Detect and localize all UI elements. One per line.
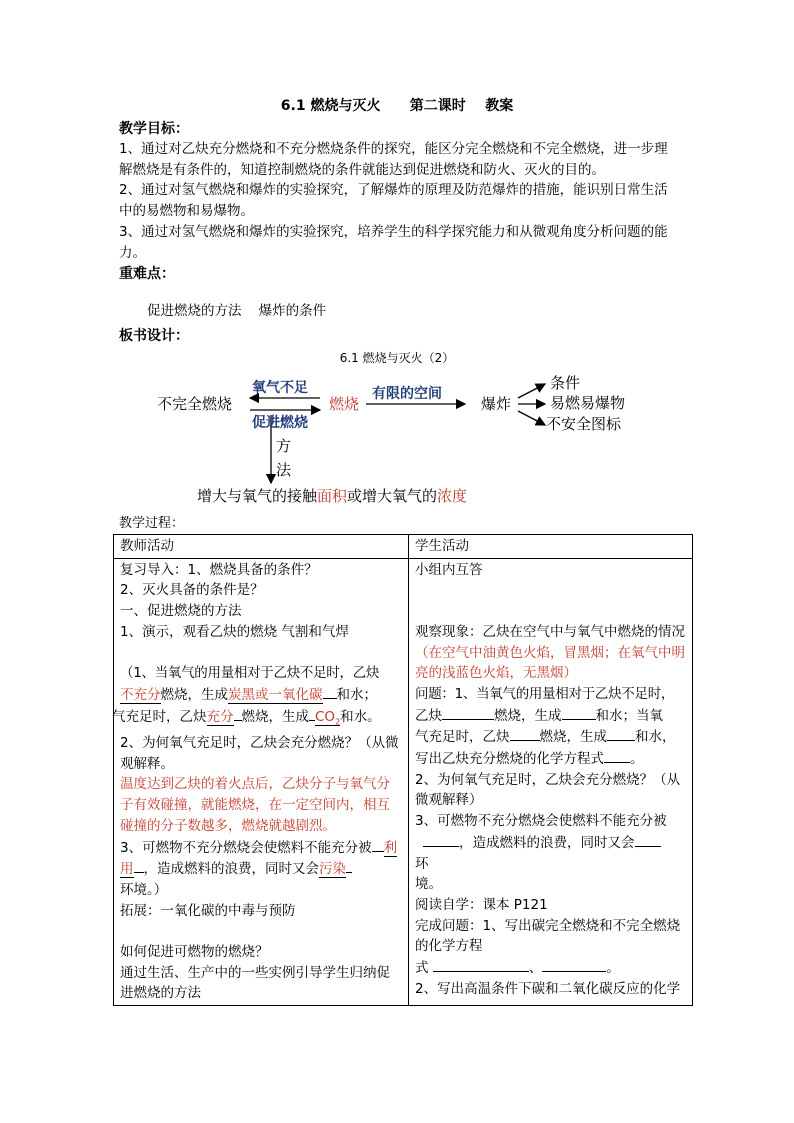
student-activity-cell <box>409 558 693 1005</box>
board-incomplete: 不完全燃烧 <box>157 395 233 413</box>
teacher-line: 复习导入：1、燃烧具备的条件？ <box>120 561 318 578</box>
col-student-header: 学生活动 <box>409 535 693 559</box>
answer-carbon: 炭黑或一氧化碳 <box>228 686 323 703</box>
table-header-row <box>114 535 693 559</box>
teacher-guide: 通过生活、生产中的一些实例引导学生归纳促进燃烧的方法 <box>120 964 390 1002</box>
board-limited-space: 有限的空间 <box>372 386 442 402</box>
spacer <box>120 643 403 664</box>
board-method-1: 方 <box>276 437 292 455</box>
process-table <box>113 534 693 1006</box>
objective-item: 2、通过对氢气燃烧和爆炸的实验探究，了解爆炸的原理及防范爆炸的措施，能识别日常生活中的易燃物和易爆物。 <box>119 182 668 220</box>
board-diagram-arrows <box>0 0 794 520</box>
student-p1-line1: 问题：1、当氧气的用量相对于乙炔不足时， <box>415 685 675 702</box>
page-title: 6.1 燃烧与灭火 第二课时 教案 <box>280 98 514 114</box>
spacer <box>120 921 403 942</box>
board-branch-flammable: 易燃易爆物 <box>550 394 626 412</box>
student-p1-line4: 写出乙炔充分燃烧的化学方程式 。 <box>415 748 687 770</box>
student-observe: 观察现象：乙炔在空气中与氧气中燃烧的情况 <box>415 623 685 640</box>
teacher-line: 一、促进燃烧的方法 <box>120 603 242 620</box>
student-p3: 3、可燃物不充分燃烧会使燃料不能充分被 ，造成燃料的浪费，同时又会 环 境。 <box>415 813 667 893</box>
key-points-heading: 重难点： <box>119 266 175 282</box>
board-method-2: 法 <box>276 461 292 479</box>
student-task2: 2、写出高温条件下碳和二氧化碳反应的化学 <box>415 980 681 997</box>
answer-incomplete: 不充分 <box>120 686 161 703</box>
board-bottom-area: 面积 <box>317 487 348 505</box>
process-label: 教学过程： <box>119 516 185 531</box>
board-heading: 板书设计： <box>119 328 189 344</box>
board-explosion: 爆炸 <box>481 395 512 413</box>
col-teacher-header: 教师活动 <box>114 535 409 559</box>
teacher-extension: 拓展：一氧化碳的中毒与预防 <box>120 902 296 919</box>
student-line: 小组内互答 <box>415 561 483 578</box>
teacher-line: 2、灭火具备的条件是？ <box>120 582 264 599</box>
student-read: 阅读自学：课本 P121 <box>415 896 548 913</box>
arrow-branch-condition <box>518 384 545 398</box>
objective-item: 1、通过对乙炔充分燃烧和不充分燃烧条件的探究，能区分完全燃烧和不完全燃烧，进一步理解燃烧是有条件的，知道控制燃烧的条件就能达到促进燃烧和防火、灭火的目的。 <box>119 141 668 178</box>
teacher-q1-line1: （1、当氧气的用量相对于乙炔不足时，乙炔 <box>120 665 380 682</box>
answer-use: 利用 <box>120 839 398 878</box>
answer-co2: $CO_2$ <box>315 708 341 727</box>
answer-complete: 充分 <box>206 708 234 725</box>
table-row <box>114 558 693 1005</box>
teacher-q1-line3: 气充足时，乙炔充分 燃烧，生成 $CO_2$和水。 <box>112 706 403 733</box>
objective-item: 3、通过对氢气燃烧和爆炸的实验探究，培养学生的科学探究能力和从微观角度分析问题的能力。 <box>119 223 668 261</box>
board-combustion: 燃烧 <box>329 395 360 413</box>
teacher-q1-line2: 不充分燃烧，生成炭黑或一氧化碳 和水； <box>120 684 403 706</box>
board-bottom-concentration: 浓度 <box>437 487 468 505</box>
board-branch-unsafe: 不安全图标 <box>546 415 622 433</box>
student-p1-line2: 乙炔 燃烧，生成 和水；当氧 <box>415 705 687 727</box>
teacher-how: 如何促进可燃物的燃烧？ <box>120 944 269 961</box>
student-p2: 2、为何氧气充足时，乙炔会充分燃烧？（从微观解释） <box>415 771 681 809</box>
student-task1: 完成问题：1、写出碳完全燃烧和不完全燃烧的化学方程 式 、 。 <box>415 917 681 977</box>
teacher-activity-cell <box>114 558 409 1005</box>
board-oxygen-short: 氧气不足 <box>252 380 308 396</box>
key-points-text: 促进燃烧的方法 爆炸的条件 <box>147 303 327 319</box>
objectives-heading: 教学目标： <box>119 121 189 137</box>
arrow-branch-unsafe <box>518 411 545 425</box>
student-p1-line3: 气充足时，乙炔 燃烧，生成 和水， <box>415 726 687 748</box>
board-bottom-line <box>197 487 467 505</box>
teacher-q2-answer: 温度达到乙炔的着火点后，乙炔分子与氧气分子有效碰撞，就能燃烧，在一定空间内，相互碰撞的分子数越多，燃烧就越剧烈。 <box>120 776 390 834</box>
board-branch-condition: 条件 <box>550 374 581 392</box>
spacer <box>415 601 687 622</box>
student-observe-answer: （在空气中油黄色火焰，冒黑烟；在氧气中明亮的浅蓝色火焰，无黑烟） <box>415 644 685 682</box>
spacer <box>415 580 687 601</box>
board-subtitle: 6.1 燃烧与灭火（2） <box>339 351 455 365</box>
board-promote: 促进燃烧 <box>252 415 308 431</box>
teacher-q3: 3、可燃物不充分燃烧会使燃料不能充分被 利用 ，造成燃料的浪费，同时又会污染 环境。） <box>120 837 403 901</box>
teacher-line: 1、演示，观看乙炔的燃烧 气割和气焊 <box>120 623 349 640</box>
teacher-q2: 2、为何氧气充足时，乙炔会充分燃烧？（从微观解释。 <box>120 735 399 772</box>
board-bottom-a: 增大与氧气的接触 <box>197 487 318 505</box>
board-bottom-c: 或增大氧气的 <box>347 487 438 505</box>
answer-pollute: 污染 <box>319 861 346 878</box>
